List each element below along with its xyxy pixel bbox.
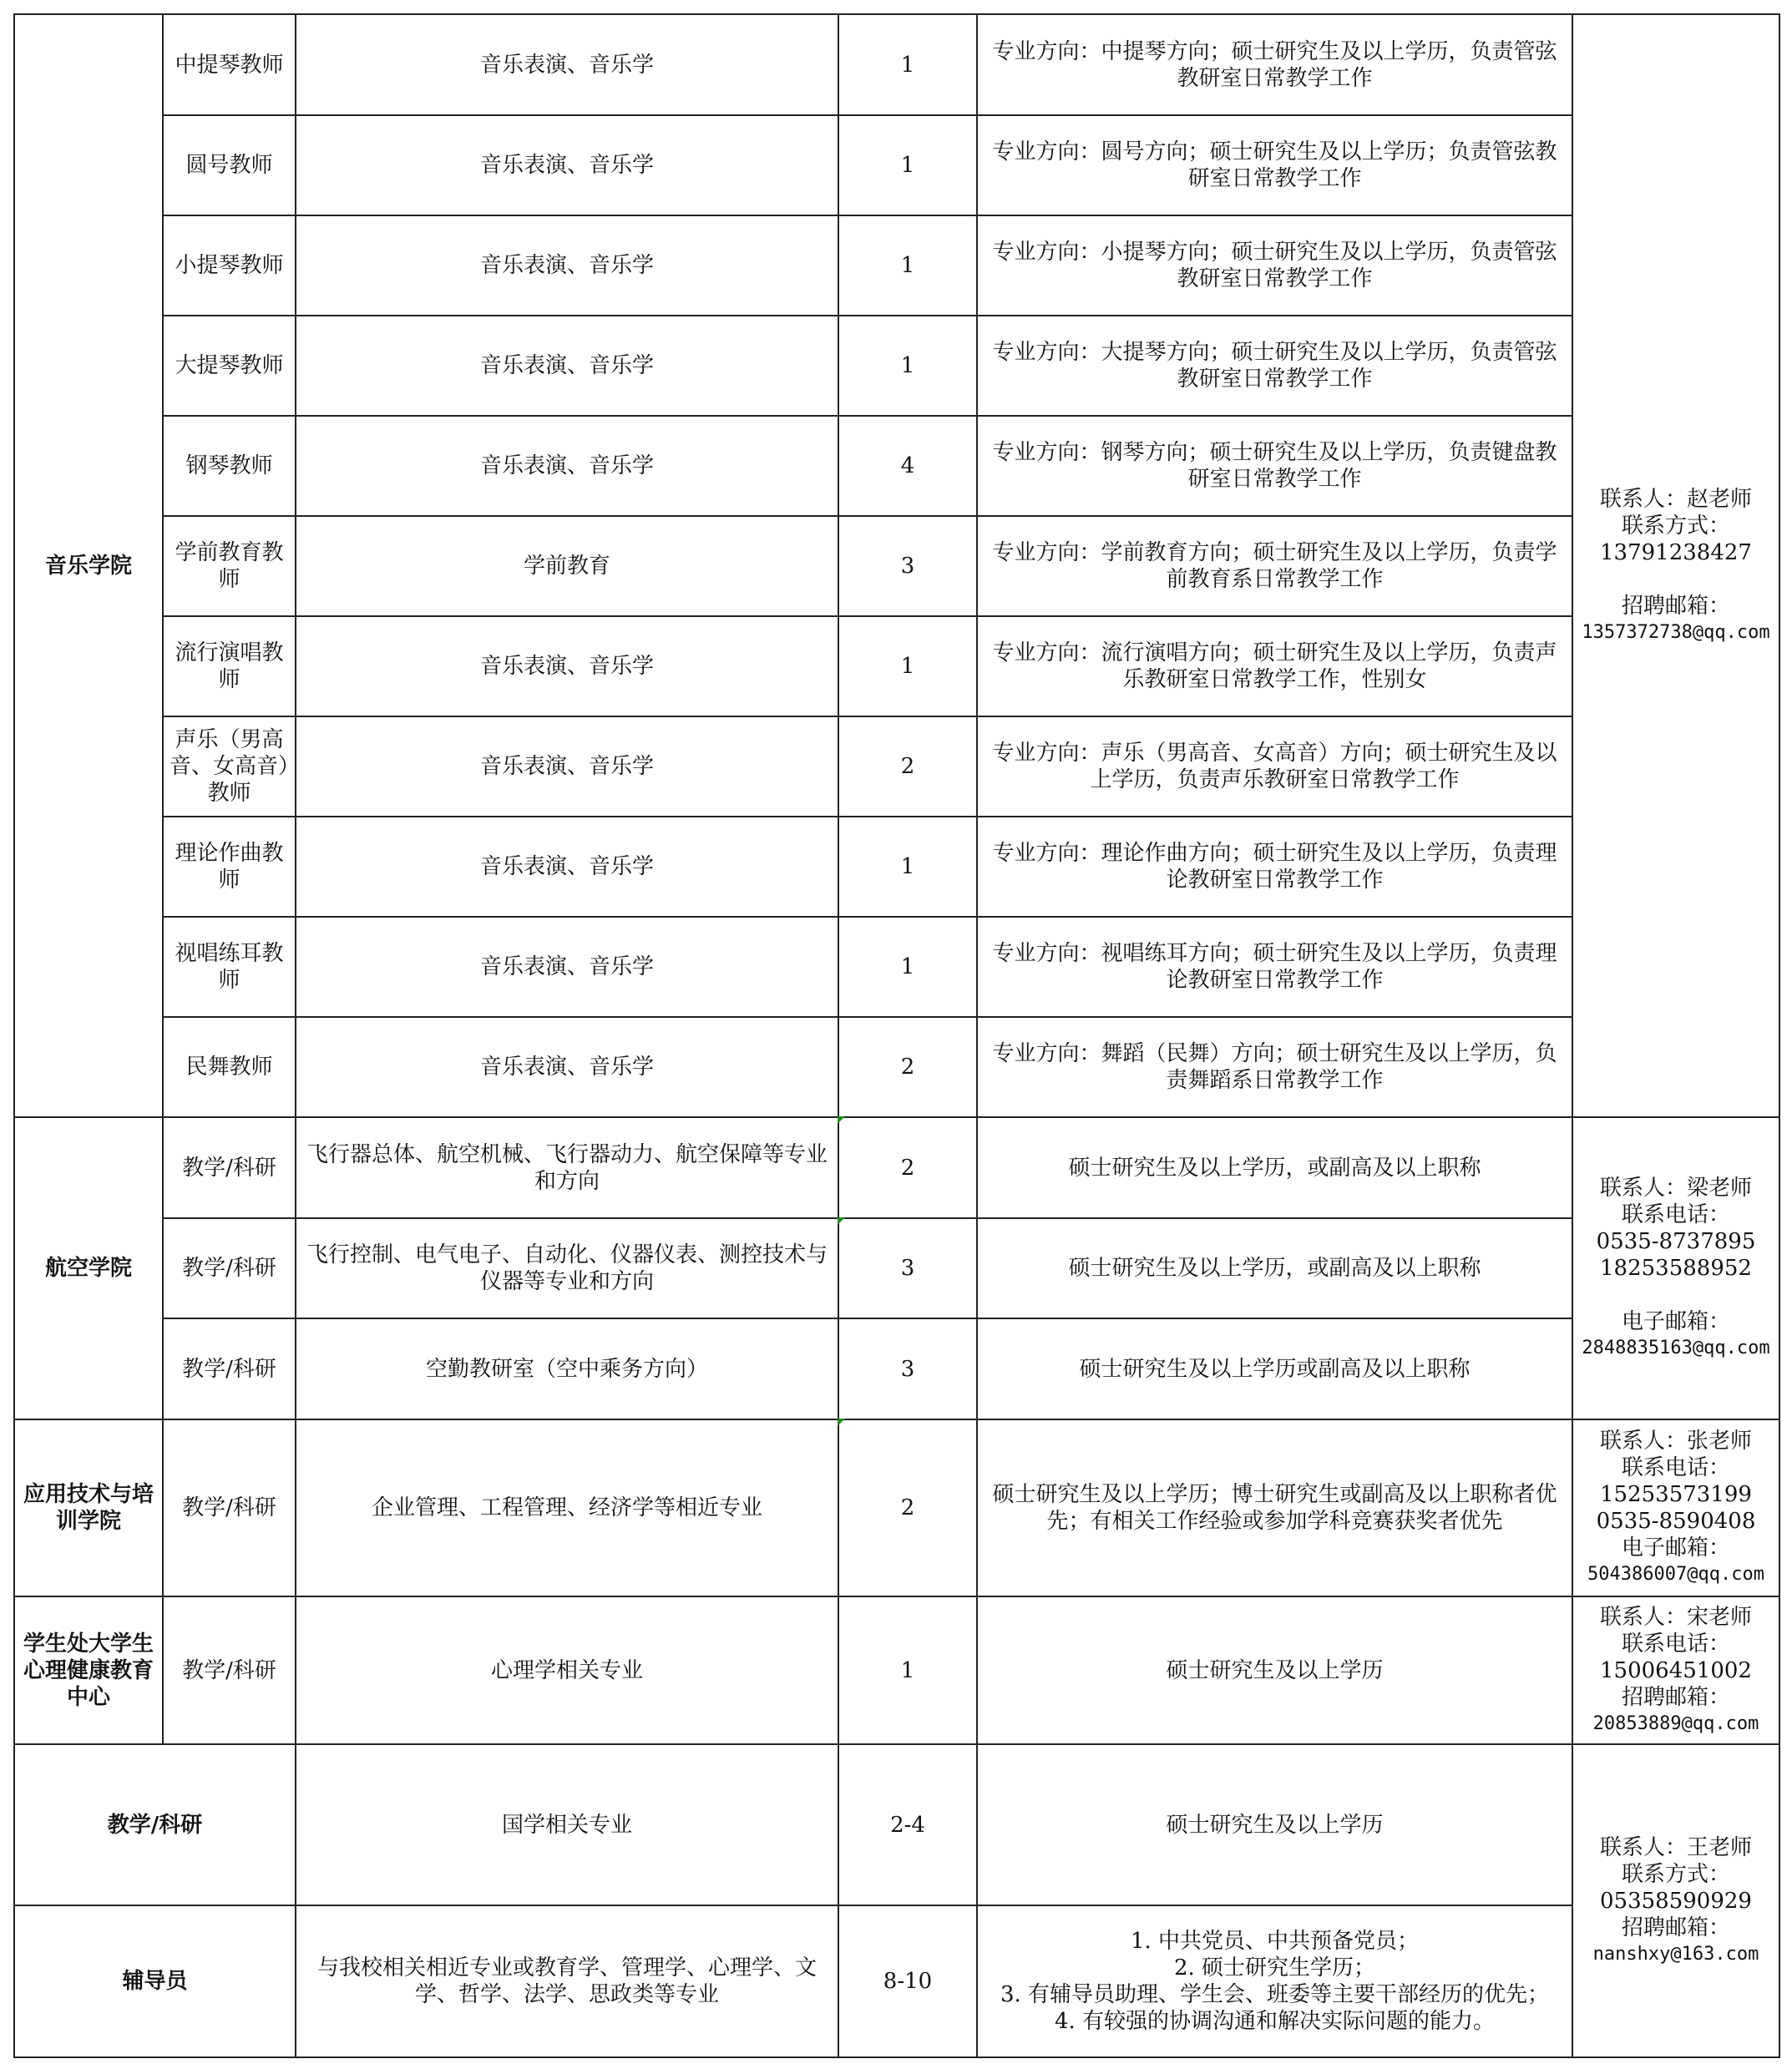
major-cell: 飞行控制、电气电子、自动化、仪器仪表、测控技术与仪器等专业和方向 bbox=[296, 1218, 838, 1318]
contact-phone: 05358590929 bbox=[1600, 1888, 1752, 1914]
major-cell: 音乐表演、音乐学 bbox=[296, 616, 838, 716]
contact-email-label: 招聘邮箱： bbox=[1621, 1915, 1730, 1940]
table-row bbox=[14, 716, 1779, 817]
count-cell: 2 bbox=[838, 1117, 977, 1218]
requirement-cell: 专业方向：大提琴方向；硕士研究生及以上学历，负责管弦教研室日常教学工作 bbox=[977, 316, 1572, 416]
post-cell: 小提琴教师 bbox=[163, 215, 296, 316]
contact-person: 联系人：宋老师 bbox=[1599, 1604, 1752, 1630]
table-row bbox=[14, 215, 1779, 316]
post-teaching: 教学/科研 bbox=[14, 1744, 296, 1905]
contact-email: 2848835163@qq.com bbox=[1582, 1338, 1770, 1358]
contact-phone: 15253573199 bbox=[1600, 1482, 1752, 1507]
post-cell: 视唱练耳教师 bbox=[163, 917, 296, 1017]
contact-applied bbox=[1572, 1419, 1779, 1596]
contact-phone: 0535-8737895 bbox=[1596, 1229, 1756, 1254]
table-row bbox=[14, 516, 1779, 616]
major-cell: 飞行器总体、航空机械、飞行器动力、航空保障等专业和方向 bbox=[296, 1117, 838, 1218]
major-cell: 音乐表演、音乐学 bbox=[296, 316, 838, 416]
contact-shared bbox=[1572, 1744, 1779, 2057]
contact-person: 联系人：梁老师 bbox=[1599, 1176, 1752, 1201]
post-cell: 圆号教师 bbox=[163, 115, 296, 215]
contact-person: 联系人：王老师 bbox=[1599, 1834, 1752, 1860]
contact-label: 联系电话： bbox=[1621, 1455, 1730, 1480]
requirement-cell: 专业方向：学前教育方向；硕士研究生及以上学历，负责学前教育系日常教学工作 bbox=[977, 516, 1572, 616]
requirement-cell: 专业方向：视唱练耳方向；硕士研究生及以上学历，负责理论教研室日常教学工作 bbox=[977, 917, 1572, 1017]
requirement-cell: 硕士研究生及以上学历 bbox=[977, 1744, 1572, 1905]
post-cell: 中提琴教师 bbox=[163, 14, 296, 115]
major-cell: 学前教育 bbox=[296, 516, 838, 616]
dept-psych: 学生处大学生心理健康教育中心 bbox=[14, 1596, 163, 1744]
table-row bbox=[14, 1017, 1779, 1117]
table-row bbox=[14, 1596, 1779, 1744]
table-row bbox=[14, 616, 1779, 716]
contact-phone: 15006451002 bbox=[1600, 1657, 1752, 1683]
contact-email-label: 招聘邮箱： bbox=[1621, 1684, 1730, 1710]
requirement-cell: 硕士研究生及以上学历，或副高及以上职称 bbox=[977, 1117, 1572, 1218]
post-cell: 教学/科研 bbox=[163, 1419, 296, 1596]
count-cell: 2 bbox=[838, 1017, 977, 1117]
contact-music bbox=[1572, 14, 1779, 1117]
requirement-cell: 专业方向：钢琴方向；硕士研究生及以上学历，负责键盘教研室日常教学工作 bbox=[977, 416, 1572, 516]
post-cell: 教学/科研 bbox=[163, 1596, 296, 1744]
count-cell: 1 bbox=[838, 817, 977, 917]
contact-email-label: 招聘邮箱： bbox=[1621, 593, 1730, 619]
contact-phone: 18253588952 bbox=[1600, 1256, 1752, 1281]
recruitment-table bbox=[13, 13, 1780, 2058]
requirement-cell: 专业方向：声乐（男高音、女高音）方向；硕士研究生及以上学历，负责声乐教研室日常教学工作 bbox=[977, 716, 1572, 817]
major-cell: 音乐表演、音乐学 bbox=[296, 1017, 838, 1117]
contact-label: 联系电话： bbox=[1621, 1631, 1730, 1657]
contact-email: 504386007@qq.com bbox=[1587, 1564, 1764, 1585]
count-cell: 1 bbox=[838, 917, 977, 1017]
count-cell: 4 bbox=[838, 416, 977, 516]
table-row bbox=[14, 1419, 1779, 1596]
contact-aviation bbox=[1572, 1117, 1779, 1419]
count-cell: 1 bbox=[838, 14, 977, 115]
requirement-cell: 硕士研究生及以上学历 bbox=[977, 1596, 1572, 1744]
requirement-cell: 专业方向：圆号方向；硕士研究生及以上学历；负责管弦教研室日常教学工作 bbox=[977, 115, 1572, 215]
requirement-cell: 专业方向：舞蹈（民舞）方向；硕士研究生及以上学历，负责舞蹈系日常教学工作 bbox=[977, 1017, 1572, 1117]
post-cell: 钢琴教师 bbox=[163, 416, 296, 516]
requirement-list bbox=[977, 1905, 1572, 2057]
table-row bbox=[14, 416, 1779, 516]
count-cell: 2 bbox=[838, 716, 977, 817]
contact-phone: 13791238427 bbox=[1600, 539, 1752, 565]
table-row bbox=[14, 817, 1779, 917]
requirement-item: 3. 有辅导员助理、学生会、班委等主要干部经历的优先； bbox=[1000, 1982, 1550, 2007]
major-cell: 音乐表演、音乐学 bbox=[296, 215, 838, 316]
count-cell: 8-10 bbox=[838, 1905, 977, 2057]
count-cell: 1 bbox=[838, 115, 977, 215]
table-row bbox=[14, 115, 1779, 215]
table-row bbox=[14, 1744, 1779, 1905]
major-cell: 与我校相关相近专业或教育学、管理学、心理学、文学、哲学、法学、思政类等专业 bbox=[296, 1905, 838, 2057]
count-cell: 1 bbox=[838, 616, 977, 716]
count-cell: 3 bbox=[838, 1318, 977, 1419]
major-cell: 音乐表演、音乐学 bbox=[296, 14, 838, 115]
requirement-cell: 硕士研究生及以上学历；博士研究生或副高及以上职称者优先；有相关工作经验或参加学科竞赛获奖者优先 bbox=[977, 1419, 1572, 1596]
post-cell: 教学/科研 bbox=[163, 1117, 296, 1218]
contact-label: 联系方式： bbox=[1621, 1861, 1730, 1887]
requirement-cell: 专业方向：小提琴方向；硕士研究生及以上学历，负责管弦教研室日常教学工作 bbox=[977, 215, 1572, 316]
count-cell: 2 bbox=[838, 1419, 977, 1596]
count-cell: 1 bbox=[838, 1596, 977, 1744]
major-cell: 音乐表演、音乐学 bbox=[296, 416, 838, 516]
contact-label: 联系电话： bbox=[1621, 1202, 1730, 1227]
post-cell: 民舞教师 bbox=[163, 1017, 296, 1117]
post-cell: 学前教育教师 bbox=[163, 516, 296, 616]
contact-psych bbox=[1572, 1596, 1779, 1744]
major-cell: 音乐表演、音乐学 bbox=[296, 716, 838, 817]
dept-aviation: 航空学院 bbox=[14, 1117, 163, 1419]
requirement-item: 1. 中共党员、中共预备党员； bbox=[1130, 1929, 1420, 1954]
table-row bbox=[14, 14, 1779, 115]
count-cell: 3 bbox=[838, 516, 977, 616]
table-row bbox=[14, 1318, 1779, 1419]
post-cell: 教学/科研 bbox=[163, 1318, 296, 1419]
table-row bbox=[14, 316, 1779, 416]
requirement-cell: 硕士研究生及以上学历，或副高及以上职称 bbox=[977, 1218, 1572, 1318]
major-cell: 空勤教研室（空中乘务方向） bbox=[296, 1318, 838, 1419]
major-cell: 音乐表演、音乐学 bbox=[296, 917, 838, 1017]
count-cell: 1 bbox=[838, 215, 977, 316]
requirement-item: 2. 硕士研究生学历； bbox=[1173, 1955, 1376, 1981]
contact-phone: 0535-8590408 bbox=[1596, 1509, 1756, 1534]
requirement-item: 4. 有较强的协调沟通和解决实际问题的能力。 bbox=[1054, 2009, 1496, 2034]
post-counselor: 辅导员 bbox=[14, 1905, 296, 2057]
table-row bbox=[14, 1218, 1779, 1318]
major-cell: 音乐表演、音乐学 bbox=[296, 817, 838, 917]
major-cell: 国学相关专业 bbox=[296, 1744, 838, 1905]
post-cell: 理论作曲教师 bbox=[163, 817, 296, 917]
count-cell: 2-4 bbox=[838, 1744, 977, 1905]
major-cell: 企业管理、工程管理、经济学等相近专业 bbox=[296, 1419, 838, 1596]
contact-person: 联系人：赵老师 bbox=[1599, 486, 1752, 512]
table-row bbox=[14, 1117, 1779, 1218]
post-cell: 教学/科研 bbox=[163, 1218, 296, 1318]
contact-person: 联系人：张老师 bbox=[1599, 1429, 1752, 1454]
dept-music: 音乐学院 bbox=[14, 14, 163, 1117]
post-cell: 大提琴教师 bbox=[163, 316, 296, 416]
count-cell: 3 bbox=[838, 1218, 977, 1318]
contact-email-label: 电子邮箱： bbox=[1621, 1309, 1730, 1334]
contact-label: 联系方式： bbox=[1621, 513, 1730, 539]
requirement-cell: 专业方向：理论作曲方向；硕士研究生及以上学历，负责理论教研室日常教学工作 bbox=[977, 817, 1572, 917]
contact-email: nanshxy@163.com bbox=[1592, 1943, 1759, 1965]
dept-applied: 应用技术与培训学院 bbox=[14, 1419, 163, 1596]
post-cell: 声乐（男高音、女高音）教师 bbox=[163, 716, 296, 817]
table-row bbox=[14, 1905, 1779, 2057]
major-cell: 心理学相关专业 bbox=[296, 1596, 838, 1744]
contact-email-label: 电子邮箱： bbox=[1621, 1535, 1730, 1561]
post-cell: 流行演唱教师 bbox=[163, 616, 296, 716]
major-cell: 音乐表演、音乐学 bbox=[296, 115, 838, 215]
contact-email: 20853889@qq.com bbox=[1592, 1712, 1759, 1734]
requirement-cell: 硕士研究生及以上学历或副高及以上职称 bbox=[977, 1318, 1572, 1419]
requirement-cell: 专业方向：流行演唱方向；硕士研究生及以上学历，负责声乐教研室日常教学工作，性别女 bbox=[977, 616, 1572, 716]
table-row bbox=[14, 917, 1779, 1017]
count-cell: 1 bbox=[838, 316, 977, 416]
requirement-cell: 专业方向：中提琴方向；硕士研究生及以上学历，负责管弦教研室日常教学工作 bbox=[977, 14, 1572, 115]
contact-email: 1357372738@qq.com bbox=[1582, 621, 1770, 643]
